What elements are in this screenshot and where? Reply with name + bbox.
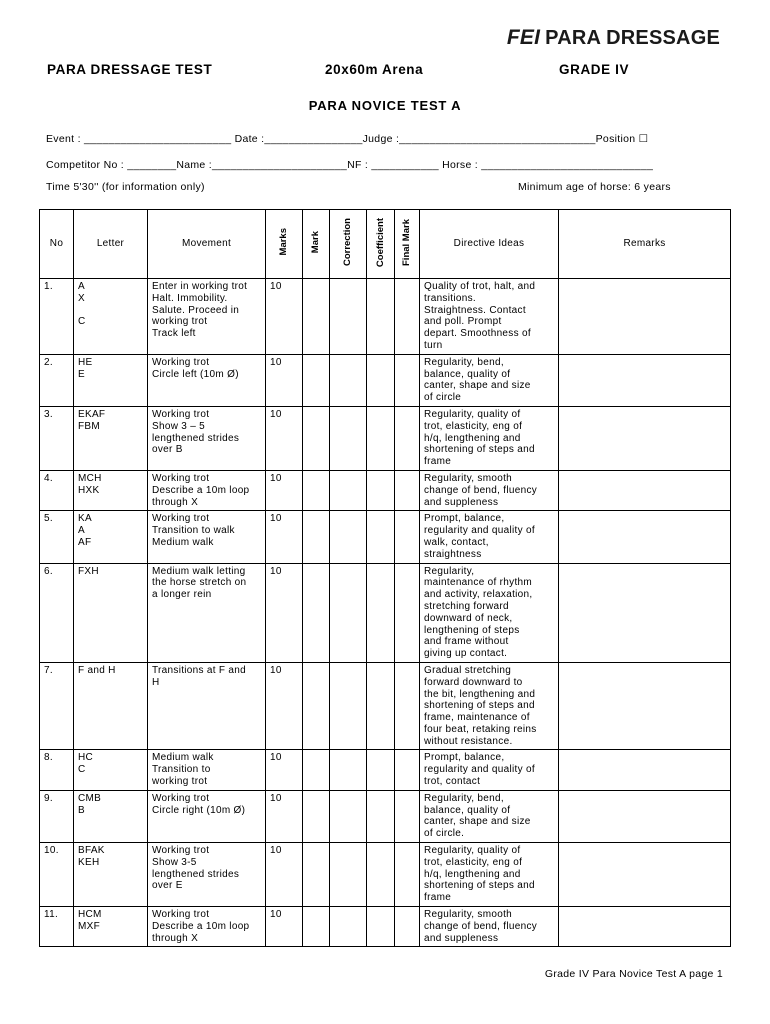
row-directive-ideas (420, 406, 559, 470)
row-directive-ideas (420, 662, 559, 750)
mark-cell[interactable] (303, 790, 330, 842)
col-correction: Correction (330, 210, 367, 279)
row-letter (74, 662, 148, 750)
row-directive-ideas-line: Prompt, balance, (424, 513, 505, 525)
row-letter (74, 279, 148, 355)
row-letter-line: AF (78, 536, 92, 548)
mark-cell[interactable] (303, 843, 330, 907)
coefficient-cell[interactable] (367, 907, 395, 947)
row-directive-ideas (420, 470, 559, 510)
row-directive-ideas-line: regularity and quality of (424, 525, 535, 537)
row-marks: 10 (266, 406, 303, 470)
final-mark-cell[interactable] (395, 470, 420, 510)
row-directive-ideas-line: turn (424, 339, 443, 351)
row-letter-line: B (78, 804, 85, 816)
table-row (40, 790, 731, 842)
event-date-judge-line: Event : ________________________ Date :________________Judge :________________________________Position ☐ (46, 133, 649, 145)
row-movement-line: Working trot (152, 356, 210, 368)
mark-cell[interactable] (303, 907, 330, 947)
row-movement-line: Working trot (152, 845, 210, 857)
final-mark-cell[interactable] (395, 843, 420, 907)
row-movement-line: Transition to walk (152, 525, 235, 537)
row-directive-ideas-line: downward of neck, (424, 612, 513, 624)
col-marks: Marks (266, 210, 303, 279)
row-movement-line: lengthened strides (152, 432, 240, 444)
row-movement (148, 790, 266, 842)
row-letter (74, 907, 148, 947)
row-directive-ideas-line: trot, elasticity, eng of (424, 420, 523, 432)
row-letter-line: CMB (78, 792, 102, 804)
row-movement-line: Halt. Immobility. (152, 292, 228, 304)
row-directive-ideas-line: balance, quality of (424, 368, 511, 380)
row-directive-ideas-line: and suppleness (424, 932, 499, 944)
row-directive-ideas-line: of circle (424, 392, 462, 404)
row-movement-line: Describe a 10m loop (152, 484, 250, 496)
row-directive-ideas-line: without resistance. (424, 735, 513, 747)
row-directive-ideas-line: change of bend, fluency (424, 920, 538, 932)
row-directive-ideas-line: and activity, relaxation, (424, 589, 533, 601)
mark-cell[interactable] (303, 511, 330, 563)
mark-cell[interactable] (303, 750, 330, 790)
row-directive-ideas-line: canter, shape and size (424, 380, 531, 392)
correction-cell[interactable] (330, 470, 367, 510)
row-marks: 10 (266, 843, 303, 907)
row-letter (74, 750, 148, 790)
remarks-cell[interactable] (559, 750, 731, 790)
fei-para-dressage-logo (507, 26, 720, 50)
row-number: 9. (40, 790, 74, 842)
table-row (40, 279, 731, 355)
row-marks: 10 (266, 563, 303, 662)
table-row (40, 563, 731, 662)
col-letter: Letter (74, 210, 148, 279)
correction-cell[interactable] (330, 662, 367, 750)
row-letter-line: X (78, 292, 85, 304)
row-movement (148, 843, 266, 907)
min-age-note: Minimum age of horse: 6 years (518, 181, 671, 193)
remarks-cell[interactable] (559, 790, 731, 842)
row-letter-line: KEH (78, 856, 100, 868)
correction-cell[interactable] (330, 790, 367, 842)
row-letter-line: HE (78, 356, 93, 368)
row-directive-ideas-line: Regularity, quality of (424, 845, 521, 857)
row-directive-ideas-line: maintenance of rhythm (424, 577, 533, 589)
row-movement-line: over B (152, 444, 183, 456)
row-movement-line: Transition to (152, 764, 211, 776)
arena-heading: 20x60m Arena (325, 62, 424, 77)
col-movement: Movement (148, 210, 266, 279)
remarks-cell[interactable] (559, 662, 731, 750)
row-movement (148, 750, 266, 790)
col-remarks: Remarks (559, 210, 731, 279)
correction-cell[interactable] (330, 354, 367, 406)
row-directive-ideas-line: frame (424, 456, 452, 468)
time-note: Time 5'30'' (for information only) (46, 181, 205, 193)
row-movement (148, 907, 266, 947)
row-directive-ideas-line: of circle. (424, 828, 465, 840)
remarks-cell[interactable] (559, 354, 731, 406)
row-directive-ideas-line: four beat, retaking reins (424, 723, 537, 735)
page-footer: Grade IV Para Novice Test A page 1 (544, 968, 723, 980)
row-letter (74, 470, 148, 510)
row-directive-ideas-line: Regularity, bend, (424, 792, 504, 804)
row-number: 11. (40, 907, 74, 947)
row-directive-ideas-line: Straightness. Contact (424, 304, 526, 316)
row-movement (148, 406, 266, 470)
row-directive-ideas (420, 279, 559, 355)
row-movement-line: Salute. Proceed in (152, 304, 240, 316)
row-directive-ideas-line: stretching forward (424, 600, 509, 612)
row-movement-line: through X (152, 496, 199, 508)
row-letter-line: C (78, 316, 86, 328)
row-directive-ideas-line: change of bend, fluency (424, 484, 538, 496)
row-directive-ideas-line: Regularity, smooth (424, 472, 513, 484)
mark-cell[interactable] (303, 662, 330, 750)
row-directive-ideas-line: giving up contact. (424, 648, 508, 660)
row-movement (148, 563, 266, 662)
row-movement-line: Describe a 10m loop (152, 920, 250, 932)
row-letter-line: MXF (78, 920, 101, 932)
row-directive-ideas-line: Prompt, balance, (424, 752, 505, 764)
coefficient-cell[interactable] (367, 511, 395, 563)
competitor-line: Competitor No : ________Name :______________________NF : ___________ Horse : ____________________________ (46, 159, 654, 171)
row-letter-line (78, 305, 143, 317)
correction-cell[interactable] (330, 279, 367, 355)
row-directive-ideas-line: forward downward to (424, 676, 523, 688)
row-directive-ideas-line: shortening of steps and (424, 880, 535, 892)
table-row (40, 750, 731, 790)
row-movement-line: H (152, 676, 160, 688)
coefficient-cell[interactable] (367, 662, 395, 750)
row-number: 5. (40, 511, 74, 563)
row-directive-ideas-line: Regularity, (424, 565, 475, 577)
remarks-cell[interactable] (559, 563, 731, 662)
row-directive-ideas-line: depart. Smoothness of (424, 328, 531, 340)
col-mark: Mark (303, 210, 330, 279)
row-marks: 10 (266, 470, 303, 510)
table-row (40, 406, 731, 470)
row-movement-line: Working trot (152, 472, 210, 484)
remarks-cell[interactable] (559, 406, 731, 470)
row-letter-line: HC (78, 752, 94, 764)
row-number: 1. (40, 279, 74, 355)
row-directive-ideas (420, 843, 559, 907)
row-letter-line: F and H (78, 664, 116, 676)
table-header-row (40, 210, 731, 279)
table-row (40, 662, 731, 750)
row-movement-line: over E (152, 880, 183, 892)
row-letter (74, 406, 148, 470)
row-letter-line: BFAK (78, 845, 105, 857)
row-movement-line: through X (152, 932, 199, 944)
row-number: 8. (40, 750, 74, 790)
mark-cell[interactable] (303, 470, 330, 510)
row-movement-line: Working trot (152, 513, 210, 525)
final-mark-cell[interactable] (395, 907, 420, 947)
row-movement-line: Working trot (152, 909, 210, 921)
row-letter (74, 511, 148, 563)
row-movement (148, 470, 266, 510)
grade-heading: GRADE IV (559, 62, 630, 77)
row-directive-ideas-line: and frame without (424, 636, 509, 648)
coefficient-cell[interactable] (367, 563, 395, 662)
row-letter-line: C (78, 764, 86, 776)
row-movement-line: Circle right (10m Ø) (152, 804, 246, 816)
row-directive-ideas (420, 354, 559, 406)
row-directive-ideas-line: trot, contact (424, 776, 481, 788)
row-movement (148, 279, 266, 355)
row-movement-line: Working trot (152, 408, 210, 420)
table-row (40, 907, 731, 947)
row-directive-ideas-line: Regularity, quality of (424, 408, 521, 420)
row-directive-ideas-line: canter, shape and size (424, 816, 531, 828)
row-directive-ideas-line: lengthening of steps (424, 624, 520, 636)
row-marks: 10 (266, 511, 303, 563)
row-directive-ideas-line: and poll. Prompt (424, 316, 502, 328)
final-mark-cell[interactable] (395, 406, 420, 470)
row-directive-ideas-line: Regularity, smooth (424, 909, 513, 921)
row-directive-ideas (420, 907, 559, 947)
row-movement-line: Enter in working trot (152, 281, 248, 292)
correction-cell[interactable] (330, 511, 367, 563)
row-directive-ideas (420, 750, 559, 790)
row-directive-ideas (420, 790, 559, 842)
row-letter-line: MCH (78, 472, 102, 484)
row-letter-line: A (78, 525, 85, 537)
remarks-cell[interactable] (559, 843, 731, 907)
correction-cell[interactable] (330, 563, 367, 662)
row-movement-line: Working trot (152, 792, 210, 804)
row-directive-ideas-line: and suppleness (424, 496, 499, 508)
row-movement-line: a longer rein (152, 589, 212, 601)
row-movement (148, 511, 266, 563)
row-directive-ideas-line: frame, maintenance of (424, 712, 530, 724)
row-movement (148, 354, 266, 406)
logo-text: PARA DRESSAGE (545, 27, 720, 49)
table-row (40, 354, 731, 406)
table-row (40, 511, 731, 563)
row-number: 3. (40, 406, 74, 470)
table-row (40, 470, 731, 510)
row-directive-ideas-line: h/q, lengthening and (424, 432, 521, 444)
row-number: 2. (40, 354, 74, 406)
row-marks: 10 (266, 907, 303, 947)
row-marks: 10 (266, 662, 303, 750)
col-no: No (40, 210, 74, 279)
col-directive-ideas: Directive Ideas (420, 210, 559, 279)
row-directive-ideas-line: Gradual stretching (424, 664, 512, 676)
row-letter-line: E (78, 368, 85, 380)
correction-cell[interactable] (330, 843, 367, 907)
mark-cell[interactable] (303, 406, 330, 470)
coefficient-cell[interactable] (367, 790, 395, 842)
row-directive-ideas-line: the bit, lengthening and (424, 688, 536, 700)
row-movement-line: Circle left (10m Ø) (152, 368, 239, 380)
row-number: 6. (40, 563, 74, 662)
row-directive-ideas-line: walk, contact, (424, 536, 489, 548)
row-movement-line: Track left (152, 328, 196, 340)
row-letter-line: A (78, 281, 85, 292)
mark-cell[interactable] (303, 354, 330, 406)
row-number: 7. (40, 662, 74, 750)
row-directive-ideas (420, 511, 559, 563)
row-movement-line: Medium walk (152, 536, 214, 548)
row-letter-line: FBM (78, 420, 101, 432)
remarks-cell[interactable] (559, 907, 731, 947)
col-final-mark: Final Mark (395, 210, 420, 279)
row-letter-line: HXK (78, 484, 100, 496)
final-mark-cell[interactable] (395, 563, 420, 662)
row-marks: 10 (266, 790, 303, 842)
row-number: 4. (40, 470, 74, 510)
correction-cell[interactable] (330, 750, 367, 790)
score-table (39, 209, 731, 947)
row-directive-ideas-line: straightness (424, 548, 482, 560)
row-movement-line: working trot (152, 776, 208, 788)
coefficient-cell[interactable] (367, 750, 395, 790)
coefficient-cell[interactable] (367, 470, 395, 510)
row-directive-ideas-line: trot, elasticity, eng of (424, 856, 523, 868)
row-directive-ideas-line: transitions. (424, 292, 476, 304)
remarks-cell[interactable] (559, 511, 731, 563)
row-movement-line: Show 3 – 5 (152, 420, 206, 432)
fei-logo-mark: FEI (506, 26, 541, 49)
test-type-heading: PARA DRESSAGE TEST (47, 62, 213, 77)
row-movement-line: Medium walk (152, 752, 214, 764)
remarks-cell[interactable] (559, 470, 731, 510)
row-marks: 10 (266, 279, 303, 355)
row-letter (74, 790, 148, 842)
row-directive-ideas (420, 563, 559, 662)
page-title: PARA NOVICE TEST A (308, 98, 462, 113)
row-directive-ideas-line: shortening of steps and (424, 700, 535, 712)
row-letter-line: HCM (78, 909, 102, 921)
final-mark-cell[interactable] (395, 662, 420, 750)
row-letter-line: KA (78, 513, 92, 525)
row-directive-ideas-line: Quality of trot, halt, and (424, 281, 536, 292)
row-directive-ideas-line: shortening of steps and (424, 444, 535, 456)
row-movement-line: Transitions at F and (152, 664, 247, 676)
row-marks: 10 (266, 354, 303, 406)
row-movement-line: Show 3-5 (152, 856, 197, 868)
row-movement-line: lengthened strides (152, 868, 240, 880)
row-letter (74, 843, 148, 907)
coefficient-cell[interactable] (367, 354, 395, 406)
row-movement (148, 662, 266, 750)
col-coefficient: Coefficient (367, 210, 395, 279)
mark-cell[interactable] (303, 279, 330, 355)
row-marks: 10 (266, 750, 303, 790)
table-row (40, 843, 731, 907)
final-mark-cell[interactable] (395, 354, 420, 406)
final-mark-cell[interactable] (395, 750, 420, 790)
row-movement-line: Medium walk letting (152, 565, 246, 577)
row-directive-ideas-line: frame (424, 892, 452, 904)
row-directive-ideas-line: h/q, lengthening and (424, 868, 521, 880)
row-letter (74, 563, 148, 662)
coefficient-cell[interactable] (367, 406, 395, 470)
final-mark-cell[interactable] (395, 790, 420, 842)
row-letter-line: FXH (78, 565, 99, 577)
row-movement-line: working trot (152, 316, 208, 328)
row-directive-ideas-line: balance, quality of (424, 804, 511, 816)
coefficient-cell[interactable] (367, 843, 395, 907)
row-letter (74, 354, 148, 406)
row-movement-line: the horse stretch on (152, 577, 247, 589)
final-mark-cell[interactable] (395, 279, 420, 355)
remarks-cell[interactable] (559, 279, 731, 355)
row-letter-line: EKAF (78, 408, 106, 420)
row-directive-ideas-line: Regularity, bend, (424, 356, 504, 368)
mark-cell[interactable] (303, 563, 330, 662)
coefficient-cell[interactable] (367, 279, 395, 355)
final-mark-cell[interactable] (395, 511, 420, 563)
row-number: 10. (40, 843, 74, 907)
row-directive-ideas-line: regularity and quality of (424, 764, 535, 776)
correction-cell[interactable] (330, 907, 367, 947)
correction-cell[interactable] (330, 406, 367, 470)
